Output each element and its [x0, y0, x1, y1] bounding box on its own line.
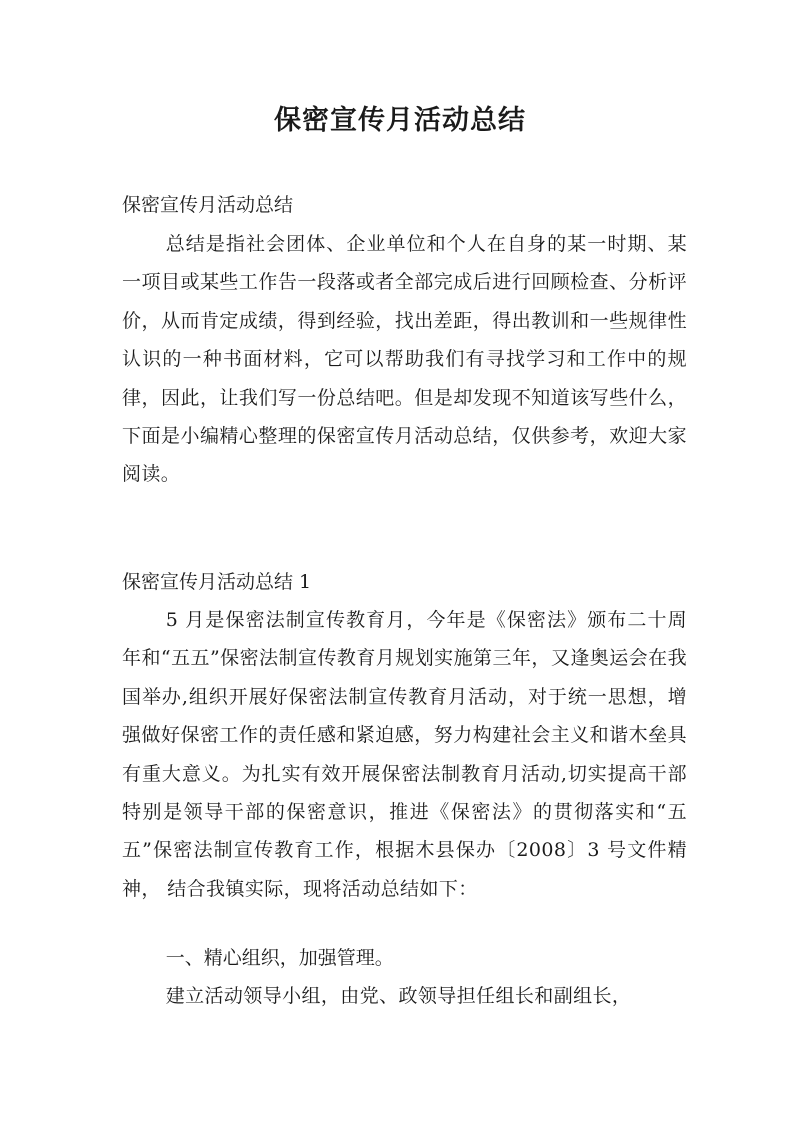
document-title: 保密宣传月活动总结	[274, 105, 526, 136]
section-1-paragraph: 5 月是保密法制宣传教育月，今年是《保密法》颁布二十周年和“五五”保密法制宣传教育月规划实施第三年，又逢奥运会在我国举办,组织开展好保密法制宣传教育月活动，对于统一思想，增强做好保密工作的责任感和紧迫感，努力构建社会主义和谐木垒具有重大意义。为扎实有效开展保密法制教育月活动,切实提高干部特别是领导干部的保密意识，推进《保密法》的贯彻落实和“五五”保密法制宣传教育工作，根据木县保办〔2008〕3 号文件精神， 结合我镇实际，现将活动总结如下：	[122, 609, 687, 900]
section-1-subheading: 一、精心组织，加强管理。	[165, 947, 394, 969]
intro-paragraph: 总结是指社会团体、企业单位和个人在自身的某一时期、某一项目或某些工作告一段落或者全部完成后进行回顾检查、分析评价，从而肯定成绩，得到经验，找出差距，得出教训和一些规律性认识的一种书面材料，它可以帮助我们有寻找学习和工作中的规律，因此，让我们写一份总结吧。但是却发现不知道该写些什么，下面是小编精心整理的保密宣传月活动总结，仅供参考，欢迎大家阅读。	[122, 233, 687, 486]
intro-heading: 保密宣传月活动总结	[122, 194, 294, 216]
section-1-paragraph-2: 建立活动领导小组，由党、政领导担任组长和副组长，	[165, 985, 632, 1007]
section-1-heading: 保密宣传月活动总结 1	[122, 571, 312, 593]
